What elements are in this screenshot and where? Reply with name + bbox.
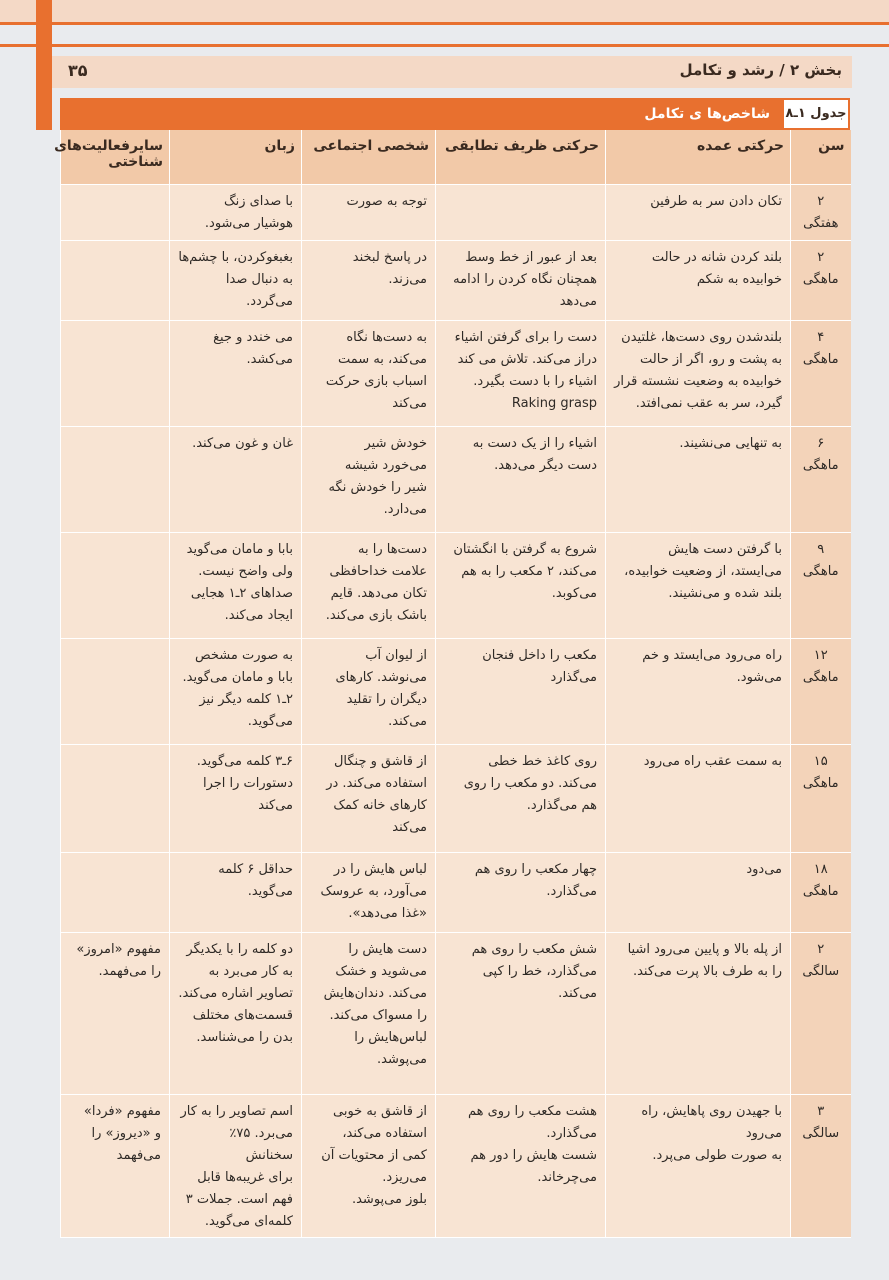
column-header-age: سن: [791, 130, 851, 185]
table-header-row: [61, 130, 851, 185]
cell-language: غان و غون می‌کند.: [170, 427, 302, 533]
cell-language: به صورت مشخص بابا و مامان می‌گوید. ۲ـ۱ کلمه دیگر نیز می‌گوید.: [170, 639, 302, 745]
cell-age: ۱۲ ماهگی: [791, 639, 851, 745]
top-orange-rule-lower: [0, 44, 889, 47]
cell-cognitive: [61, 185, 170, 241]
cell-age: ۳ سالگی: [791, 1095, 851, 1238]
table-row: [61, 1095, 851, 1238]
cell-fine-motor: [436, 185, 606, 241]
table-row: [61, 745, 851, 853]
cell-gross-motor: با جهیدن روی پاهایش، راه می‌رود به صورت طولی می‌پرد.: [606, 1095, 791, 1238]
cell-cognitive: [61, 427, 170, 533]
cell-personal-social: خودش شیر می‌خورد شیشه شیر را خودش نگه می‌دارد.: [302, 427, 436, 533]
top-orange-rule: [0, 22, 889, 25]
cell-fine-motor: روی کاغذ خط خطی می‌کند. دو مکعب را روی هم می‌گذارد.: [436, 745, 606, 853]
cell-gross-motor: از پله بالا و پایین می‌رود اشیا را به طرف بالا پرت می‌کند.: [606, 933, 791, 1095]
cell-personal-social: دست هایش را می‌شوید و خشک می‌کند. دندان‌هایش را مسواک می‌کند. لباس‌هایش را می‌پوشد.: [302, 933, 436, 1095]
cell-fine-motor: شش مکعب را روی هم می‌گذارد، خط را کپی می‌کند.: [436, 933, 606, 1095]
cell-fine-motor: اشیاء را از یک دست به دست دیگر می‌دهد.: [436, 427, 606, 533]
cell-fine-motor: مکعب را داخل فنجان می‌گذارد: [436, 639, 606, 745]
cell-language: اسم تصاویر را به کار می‌برد. ۷۵٪ سخنانش برای غریبه‌ها قابل فهم است. جملات ۳ کلمه‌ای می‌گوید.: [170, 1095, 302, 1238]
table-row: [61, 427, 851, 533]
table-caption: [60, 98, 850, 130]
column-header-language: زبان: [170, 130, 302, 185]
cell-gross-motor: راه می‌رود می‌ایستد و خم می‌شود.: [606, 639, 791, 745]
cell-language: با صدای زنگ هوشیار می‌شود.: [170, 185, 302, 241]
cell-personal-social: از لیوان آب می‌نوشد. کارهای دیگران را تقلید می‌کند.: [302, 639, 436, 745]
cell-cognitive: [61, 241, 170, 321]
cell-language: بغبغوکردن، با چشم‌ها به دنبال صدا می‌گردد.: [170, 241, 302, 321]
page-number: ۳۵: [68, 61, 88, 80]
table-title: شاخص‌ها ی تکامل: [60, 98, 782, 130]
milestones-table: [54, 130, 851, 1238]
running-header: [52, 56, 852, 88]
table-row: [61, 241, 851, 321]
cell-age: ۴ ماهگی: [791, 321, 851, 427]
cell-age: ۲ ماهگی: [791, 241, 851, 321]
cell-cognitive: [61, 639, 170, 745]
table-row: [61, 933, 851, 1095]
table-row: [61, 533, 851, 639]
cell-age: ۱۵ ماهگی: [791, 745, 851, 853]
cell-age: ۹ ماهگی: [791, 533, 851, 639]
cell-fine-motor: بعد از عبور از خط وسط همچنان نگاه کردن را ادامه می‌دهد: [436, 241, 606, 321]
cell-personal-social: در پاسخ لبخند می‌زند.: [302, 241, 436, 321]
cell-personal-social: از قاشق به خوبی استفاده می‌کند، کمی از محتویات آن می‌ریزد. بلوز می‌پوشد.: [302, 1095, 436, 1238]
table-row: [61, 639, 851, 745]
cell-age: ۶ ماهگی: [791, 427, 851, 533]
cell-gross-motor: می‌دود: [606, 853, 791, 933]
cell-personal-social: دست‌ها را به علامت خداحافظی تکان می‌دهد. قایم باشک بازی می‌کند.: [302, 533, 436, 639]
cell-fine-motor: شروع به گرفتن با انگشتان می‌کند، ۲ مکعب را به هم می‌کوبد.: [436, 533, 606, 639]
cell-language: ۶ـ۳ کلمه می‌گوید. دستورات را اجرا می‌کند: [170, 745, 302, 853]
cell-age: ۲ هفتگی: [791, 185, 851, 241]
cell-personal-social: از قاشق و چنگال استفاده می‌کند. در کارهای خانه کمک می‌کند: [302, 745, 436, 853]
cell-personal-social: به دست‌ها نگاه می‌کند، به سمت اسباب بازی حرکت می‌کند: [302, 321, 436, 427]
cell-cognitive: [61, 745, 170, 853]
cell-language: بابا و مامان می‌گوید ولی واضح نیست. صداهای ۲ـ۱ هجایی ایجاد می‌کند.: [170, 533, 302, 639]
cell-fine-motor: چهار مکعب را روی هم می‌گذارد.: [436, 853, 606, 933]
table-number: جدول ۱ـ۸: [782, 98, 850, 130]
table-row: [61, 853, 851, 933]
cell-age: ۱۸ ماهگی: [791, 853, 851, 933]
left-orange-tab: [36, 0, 52, 130]
cell-age: ۲ سالگی: [791, 933, 851, 1095]
column-header-cognitive: سایرفعالیت‌های شناختی: [61, 130, 170, 185]
cell-language: دو کلمه را با یکدیگر به کار می‌برد به تصاویر اشاره می‌کند. قسمت‌های مختلف بدن را می‌شناسد.: [170, 933, 302, 1095]
column-header-gross-motor: حرکتی عمده: [606, 130, 791, 185]
cell-gross-motor: بلند کردن شانه در حالت خوابیده به شکم: [606, 241, 791, 321]
milestones-table-block: [54, 98, 850, 1229]
table-row: [61, 321, 851, 427]
cell-personal-social: توجه به صورت: [302, 185, 436, 241]
top-decor-band: [0, 0, 889, 22]
cell-cognitive: [61, 853, 170, 933]
cell-fine-motor: دست را برای گرفتن اشیاء دراز می‌کند. تلاش می کند اشیاء را با دست بگیرد. Raking grasp: [436, 321, 606, 427]
cell-language: حداقل ۶ کلمه می‌گوید.: [170, 853, 302, 933]
cell-cognitive: [61, 533, 170, 639]
table-row: [61, 185, 851, 241]
column-header-personal-social: شخصی اجتماعی: [302, 130, 436, 185]
cell-cognitive: [61, 321, 170, 427]
column-header-fine-motor: حرکتی ظریف تطابقی: [436, 130, 606, 185]
cell-gross-motor: بلندشدن روی دست‌ها، غلتیدن به پشت و رو، اگر از حالت خوابیده به وضعیت نشسته قرار گیرد، سر به عقب نمی‌افتد.: [606, 321, 791, 427]
cell-language: می خندد و جیغ می‌کشد.: [170, 321, 302, 427]
cell-fine-motor: هشت مکعب را روی هم می‌گذارد. شست هایش را دور هم می‌چرخاند.: [436, 1095, 606, 1238]
cell-personal-social: لباس هایش را در می‌آورد، به عروسک «غذا می‌دهد».: [302, 853, 436, 933]
cell-gross-motor: به سمت عقب راه می‌رود: [606, 745, 791, 853]
cell-cognitive: مفهوم «فردا» و «دیروز» را می‌فهمد: [61, 1095, 170, 1238]
cell-gross-motor: تکان دادن سر به طرفین: [606, 185, 791, 241]
cell-gross-motor: به تنهایی می‌نشیند.: [606, 427, 791, 533]
section-title: بخش ۲ / رشد و تکامل: [679, 61, 842, 79]
cell-cognitive: مفهوم «امروز» را می‌فهمد.: [61, 933, 170, 1095]
cell-gross-motor: با گرفتن دست هایش می‌ایستد، از وضعیت خوابیده، بلند شده و می‌نشیند.: [606, 533, 791, 639]
